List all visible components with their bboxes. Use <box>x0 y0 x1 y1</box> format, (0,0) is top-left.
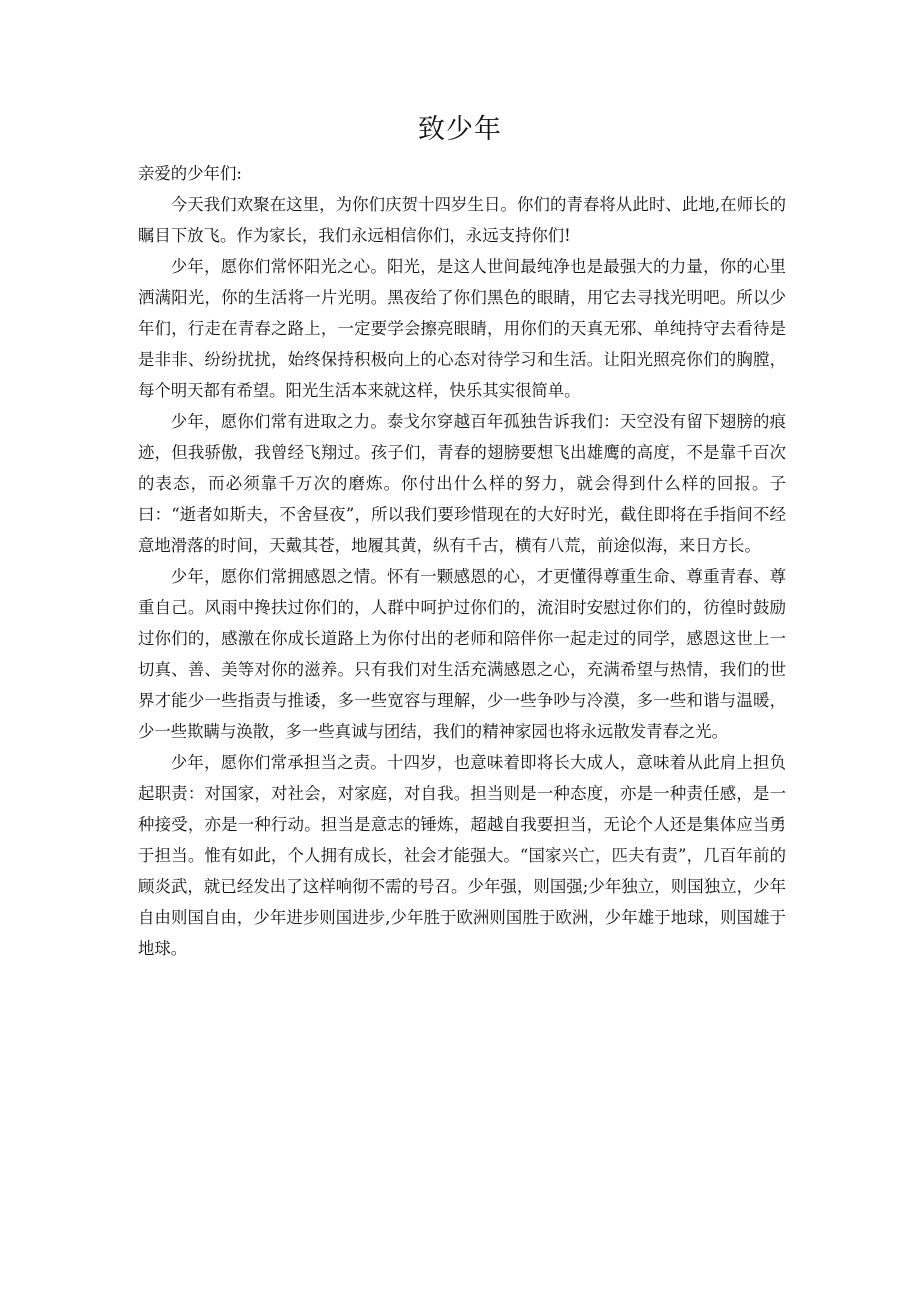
document-title: 致少年 <box>418 114 502 145</box>
document-body <box>138 158 786 964</box>
salutation: 亲爱的少年们: <box>138 164 242 183</box>
paragraph-3: 少年，愿你们常有进取之力。泰戈尔穿越百年孤独告诉我们：天空没有留下翅膀的痕迹，但我骄傲，我曾经飞翔过。孩子们，青春的翅膀要想飞出雄鹰的高度，不是靠千百次的表态，而必须靠千万次的磨炼。你付出什么样的努力，就会得到什么样的回报。子曰：“逝者如斯夫，不舍昼夜”，所以我们要珍惜现在的大好时光，截住即将在手指间不经意地滑落的时间，天戴其苍，地履其黄，纵有千古，横有八荒，前途似海，来日方长。 <box>138 412 786 555</box>
paragraph-1: 今天我们欢聚在这里，为你们庆贺十四岁生日。你们的青春将从此时、此地,在师长的瞩目下放飞。作为家长，我们永远相信你们，永远支持你们! <box>138 195 786 245</box>
paragraph-5: 少年，愿你们常承担当之责。十四岁，也意味着即将长大成人，意味着从此肩上担负起职责：对国家，对社会，对家庭，对自我。担当则是一种态度，亦是一种责任感，是一种接受，亦是一种行动。担当是意志的锤炼，超越自我要担当，无论个人还是集体应当勇于担当。惟有如此，个人拥有成长，社会才能强大。“国家兴亡，匹夫有责”，几百年前的顾炎武，就已经发出了这样响彻不需的号召。少年强，则国强;少年独立，则国独立，少年自由则国自由，少年进步则国进步,少年胜于欧洲则国胜于欧洲，少年雄于地球，则国雄于地球。 <box>138 753 786 958</box>
paragraph-4: 少年，愿你们常拥感恩之情。怀有一颗感恩的心，才更懂得尊重生命、尊重青春、尊重自己。风雨中搀扶过你们的，人群中呵护过你们的，流泪时安慰过你们的，彷徨时鼓励过你们的，感激在你成长道路上为你付出的老师和陪伴你一起走过的同学，感恩这世上一切真、善、美等对你的滋养。只有我们对生活充满感恩之心，充满希望与热情，我们的世界才能少一些指责与推诿，多一些宽容与理解，少一些争吵与冷漠，多一些和谐与温暖，少一些欺瞒与涣散，多一些真诚与团结，我们的精神家园也将永远散发青春之光。 <box>138 567 786 741</box>
paragraph-2: 少年，愿你们常怀阳光之心。阳光，是这人世间最纯净也是最强大的力量，你的心里洒满阳光，你的生活将一片光明。黑夜给了你们黑色的眼睛，用它去寻找光明吧。所以少年们，行走在青春之路上，一定要学会擦亮眼睛，用你们的天真无邪、单纯持守去看待是是非非、纷纷扰扰，始终保持积极向上的心态对待学习和生活。让阳光照亮你们的胸膛，每个明天都有希望。阳光生活本来就这样，快乐其实很简单。 <box>138 257 786 400</box>
